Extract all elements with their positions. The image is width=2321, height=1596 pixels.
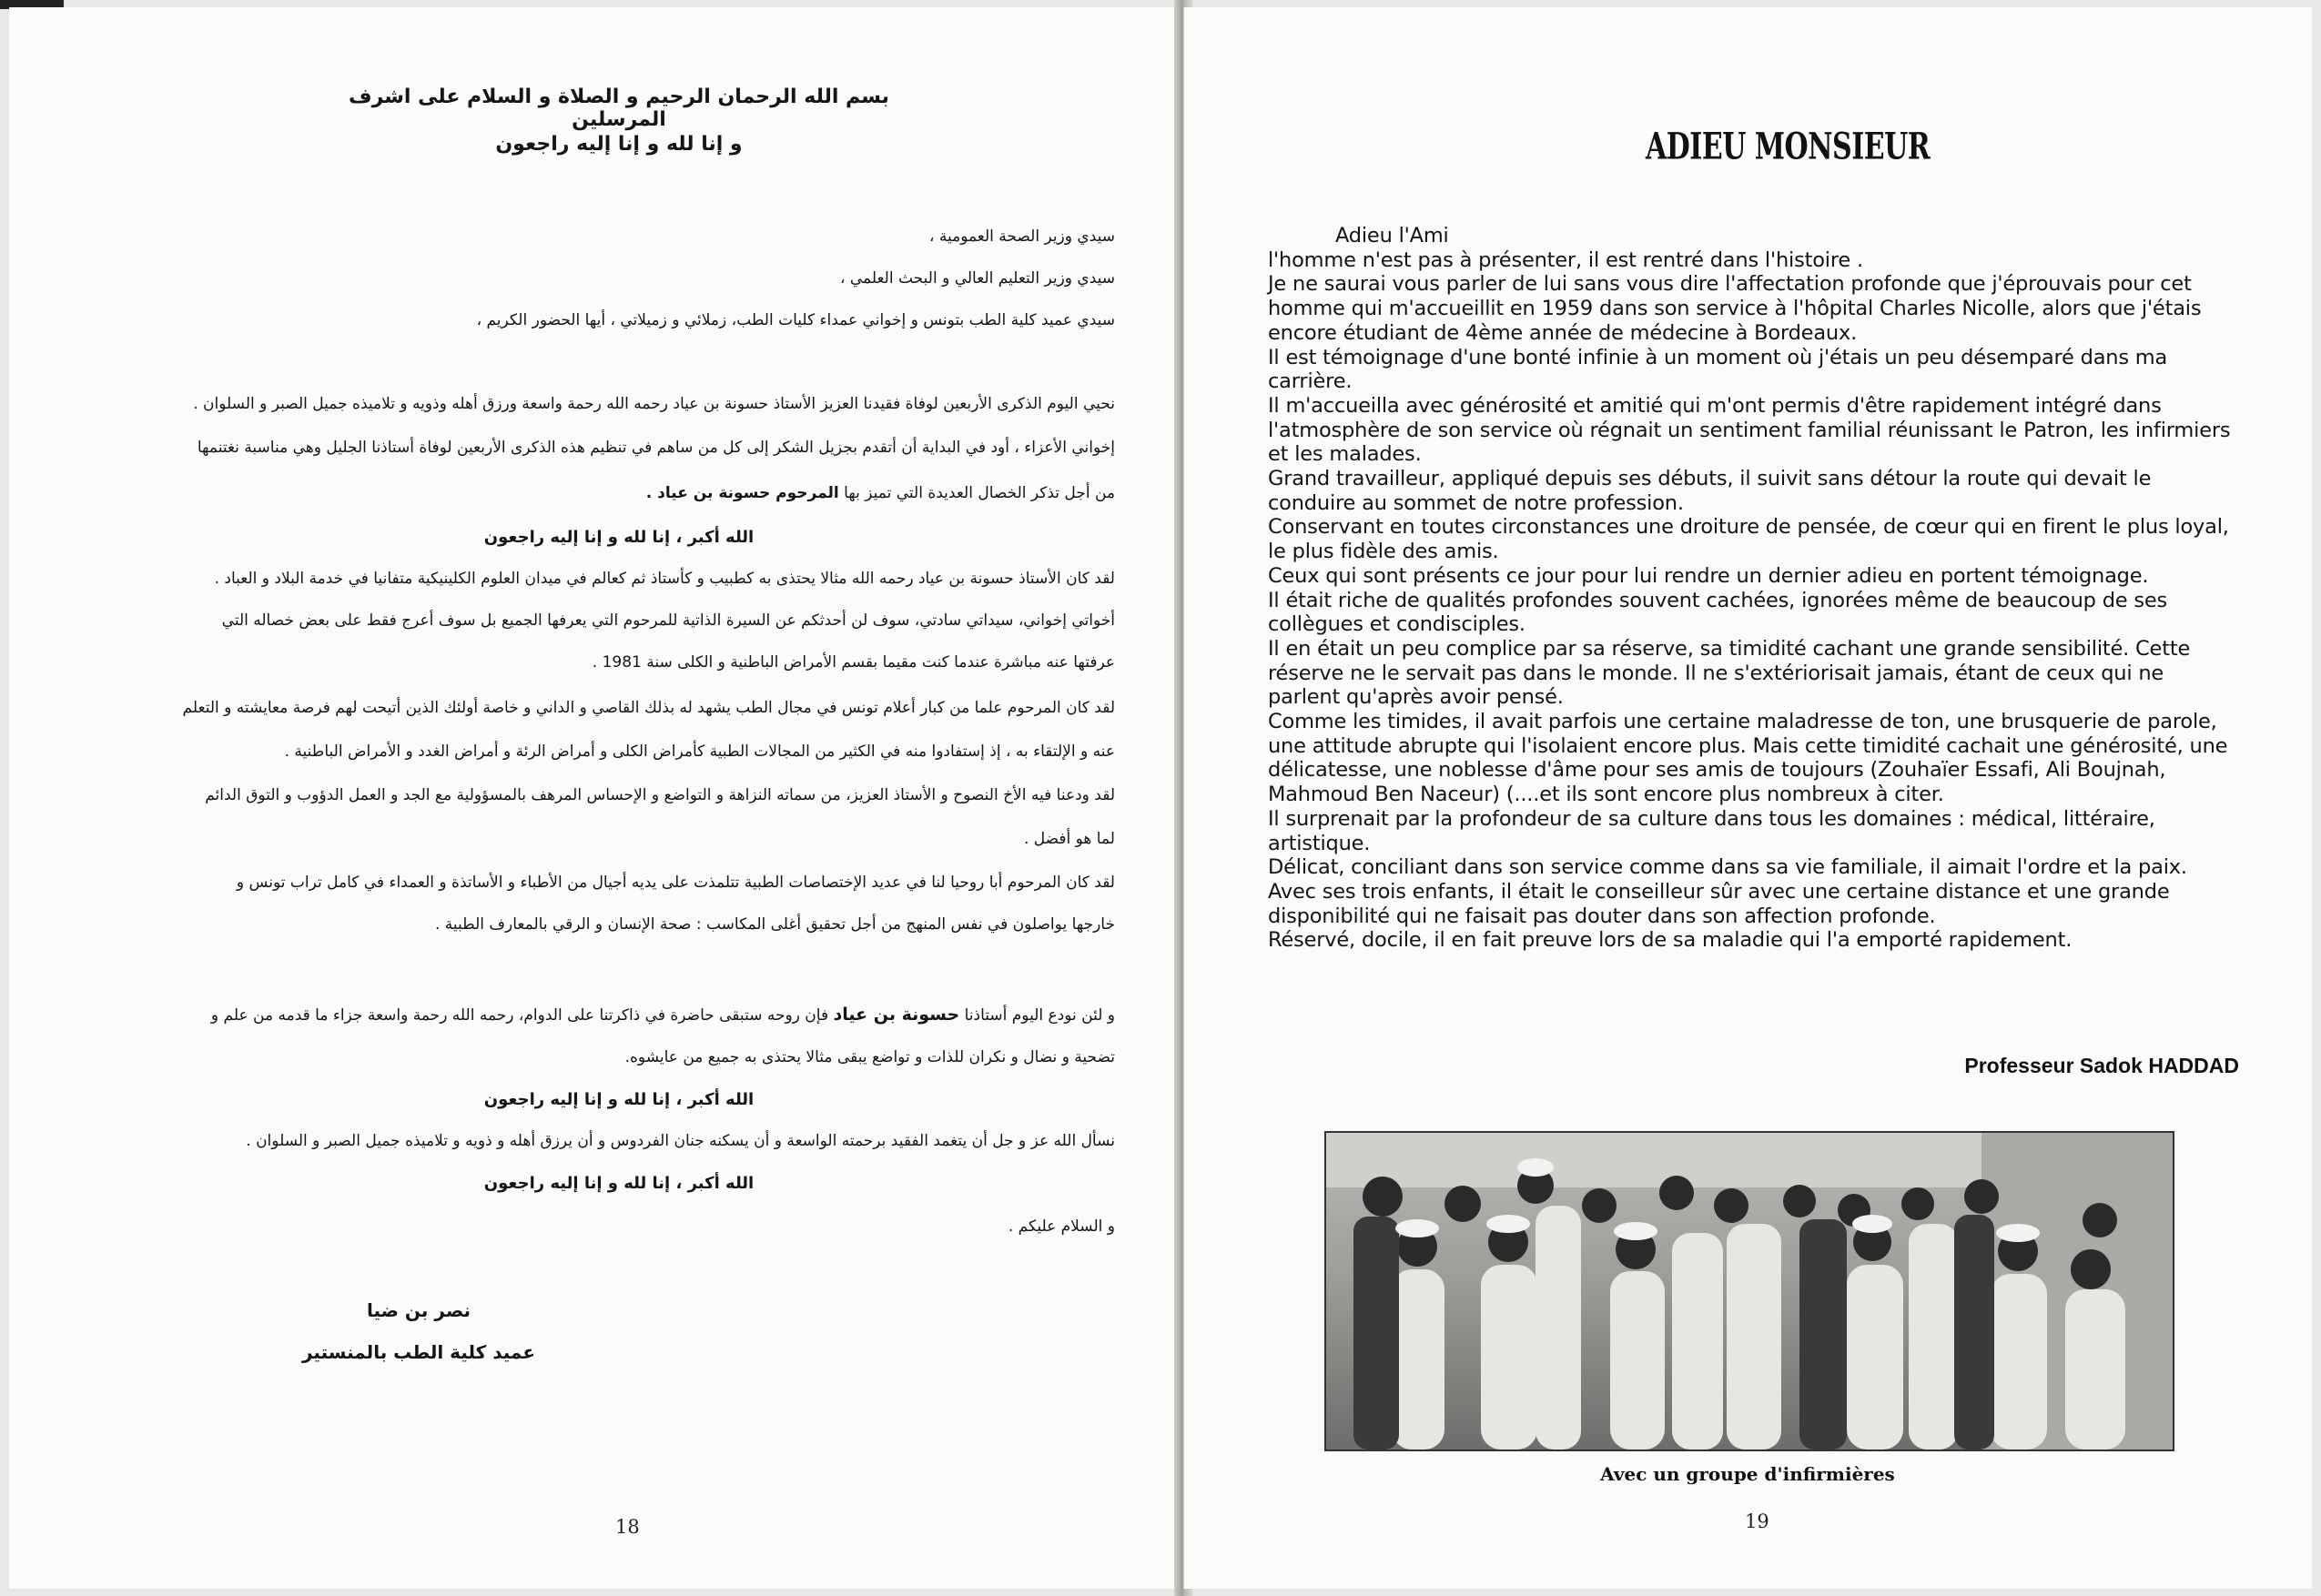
group-photo [1324, 1131, 2174, 1451]
paragraph: Il est témoignage d'une bonté infinie à un moment où j'étais un peu désemparé dans ma carrière. [1268, 345, 2168, 394]
prayer-line: نسأل الله عز و جل أن يتغمد الفقيد برحمته الواسعة و أن يسكنه جنان الفردوس و أن يرزق أهله و ذويه و تلاميذه جميل الصبر و السلوان . [246, 1132, 1115, 1150]
article-body [1268, 224, 2235, 953]
text-span: فإن روحه ستبقى حاضرة في ذاكرتنا على الدوام، رحمه الله رحمة واسعة جزاء ما قدمه من علم و [210, 1006, 829, 1025]
salutation-line: سيدي وزير الصحة العمومية ، [928, 227, 1115, 246]
refrain-line: الله أكبر ، إنا لله و إنا إليه راجعون [483, 1090, 755, 1109]
paragraph: Réservé, docile, il en fait preuve lors de sa maladie qui l'a emporté rapidement. [1268, 928, 2073, 953]
text-line: لقد كان الأستاذ حسونة بن عياد رحمه الله مثالا يحتذى به كطبيب و كأستاذ ثم كعالم في ميدان العلوم الكلينيكية متفانيا في خدمة البلاد و العباد . [214, 570, 1115, 588]
paragraph: Il surprenait par la profondeur de sa culture dans tous les domaines : médical, littéraire, artistique. [1268, 806, 2155, 855]
paragraph: Il en était un peu complice par sa réserve, sa timidité cachant une grande sensibilité. Cette réserve ne le servait pas dans le monde. Il ne s'extériorisait jamais, étant de ceux qui ne parlent qu'après avoir pensé. [1268, 636, 2191, 710]
paragraph: Je ne saurai vous parler de lui sans vous dire l'affectation profonde que j'éprouvais pour cet homme qui m'accueillit en 1959 dans son service à l'hôpital Charles Nicolle, alors que j'étais encore étudiant de 4ème année de médecine à Bordeaux. [1268, 272, 2202, 345]
author-signature: Professeur Sadok HADDAD [1964, 1054, 2239, 1077]
text-line: أخواتي إخواني، سيداتي سادتي، سوف لن أحدثكم عن السيرة الذاتية للمرحوم التي يعرفها الجميع بل سوف أعرج فقط على بعض خصاله التي [221, 611, 1115, 630]
text-span: و لئن نودع اليوم أستاذنا [964, 1006, 1115, 1025]
refrain-line: الله أكبر ، إنا لله و إنا إليه راجعون [483, 528, 755, 547]
salutation-line: سيدي وزير التعليم العالي و البحث العلمي ، [839, 269, 1115, 288]
closing-line: و السلام عليكم . [1008, 1217, 1115, 1236]
paragraph: Il m'accueilla avec générosité et amitié qui m'ont permis d'être rapidement intégré dans l'atmosphère de son service où régnait un sentiment familial réunissant le Patron, les infirmiers et les malades. [1268, 393, 2231, 467]
text-line: عرفتها عنه مباشرة عندما كنت مقيما بقسم الأمراض الباطنية و الكلى سنة 1981 . [592, 653, 1115, 672]
photo-caption: Avec un groupe d'infirmières [1600, 1463, 1895, 1485]
text-line: نحيي اليوم الذكرى الأربعين لوفاة فقيدنا العزيز الأستاذ حسونة بن عياد رحمه الله رحمة واسعة ورزق أهله وذويه و تلاميذه جميل الصبر و السلوان . [193, 395, 1115, 413]
deceased-name-bold: حسونة بن عياد [833, 1005, 960, 1025]
paragraph: Comme les timides, il avait parfois une certaine maladresse de ton, une brusquerie de parole, une attitude abrupte qui l'isolaient encore plus. Mais cette timidité cachait une générosité, une délicatesse, une noblesse d'âme pour ses amis de toujours (Zouhaïer Essafi, Ali Boujnah, Mahmoud Ben Naceur) (....et ils sont encore plus nombreux à citer. [1268, 710, 2228, 807]
paragraph: Avec ses trois enfants, il était le conseilleur sûr avec une certaine distance et une grande disponibilité qui ne faisait pas douter dans son affection profonde. [1268, 879, 2170, 928]
text-span: من أجل تذكر الخصال العديدة التي تميز بها [844, 484, 1115, 502]
text-line: لقد كان المرحوم أبا روحيا لنا في عديد الإختصاصات الطبية تتلمذت على يديه أجيال من الأطباء و الأساتذة و العمداء في كامل تراب تونس و [236, 874, 1115, 892]
signature-name: نصر بن ضيا [366, 1299, 471, 1321]
basmala-header: بسم الله الرحمان الرحيم و الصلاة و السلام على اشرف المرسلين [349, 86, 889, 131]
greeting: Adieu l'Ami [1335, 224, 1449, 247]
paragraph: Conservant en toutes circonstances une droiture de pensée, de cœur qui en firent le plus loyal, le plus fidèle des amis. [1268, 515, 2229, 564]
article-title: ADIEU MONSIEUR [1646, 126, 1931, 169]
text-line: لما هو أفضل . [1023, 830, 1115, 848]
signature-title: عميد كلية الطب بالمنستير [301, 1341, 535, 1363]
text-line: لقد كان المرحوم علما من كبار أعلام تونس في مجال الطب يشهد له بذلك القاصي و الداني و خاصة أولئك الذين أتيحت لهم فرصة معايشته و التعلم [182, 699, 1115, 717]
text-line: خارجها يواصلون في نفس المنهج من أجل تحقيق أغلى المكاسب : صحة الإنسان و الرقي بالمعارف الطبية . [434, 915, 1115, 934]
paragraph: Délicat, conciliant dans son service comme dans sa vie familiale, il aimait l'ordre et la paix. [1268, 855, 2187, 880]
text-line [646, 484, 1115, 502]
condolence-header: و إنا لله و إنا إليه راجعون [495, 133, 743, 156]
refrain-line: الله أكبر ، إنا لله و إنا إليه راجعون [483, 1174, 755, 1193]
text-line: عنه و الإلتقاء به ، إذ إستفادوا منه في الكثير من المجالات الطبية كأمراض الكلى و أمراض الرئة و أمراض الغدد و الأمراض الباطنية . [284, 742, 1115, 761]
deceased-name-bold: المرحوم حسونة بن عياد . [645, 484, 839, 502]
page-number-left: 18 [615, 1516, 640, 1538]
page-number-right: 19 [1745, 1510, 1769, 1532]
paragraph: Il était riche de qualités profondes souvent cachées, ignorées même de beaucoup de ses collègues et condisciples. [1268, 588, 2168, 637]
paragraph: Ceux qui sont présents ce jour pour lui rendre un dernier adieu en portent témoignage. [1268, 563, 2149, 588]
text-line: لقد ودعنا فيه الأخ النصوح و الأستاذ العزيز، من سماته النزاهة و التواضع و الإحساس المرهف بالمسؤولية مع الجد و العمل الدؤوب و التوق الدائم [205, 786, 1115, 804]
text-line: إخواني الأعزاء ، أود في البداية أن أتقدم بجزيل الشكر إلى كل من ساهم في تنظيم هذه الذكرى الأربعين لوفاة أستاذنا الجليل وهي مناسبة نغتنمها [197, 439, 1115, 457]
paragraph: Grand travailleur, appliqué depuis ses débuts, il suivit sans détour la route qui devait le conduire au sommet de notre profession. [1268, 467, 2152, 515]
text-line [211, 1005, 1115, 1025]
paragraph: l'homme n'est pas à présenter, il est rentré dans l'histoire . [1268, 247, 1863, 272]
salutation-line: سيدي عميد كلية الطب بتونس و إخواني عمداء كليات الطب، زملائي و زميلاتي ، أيها الحضور الكريم ، [476, 311, 1115, 329]
group-photo-image [1326, 1133, 2173, 1450]
text-line: تضحية و نضال و نكران للذات و تواضع يبقى مثالا يحتذى به جميع من عايشوه. [624, 1048, 1115, 1066]
